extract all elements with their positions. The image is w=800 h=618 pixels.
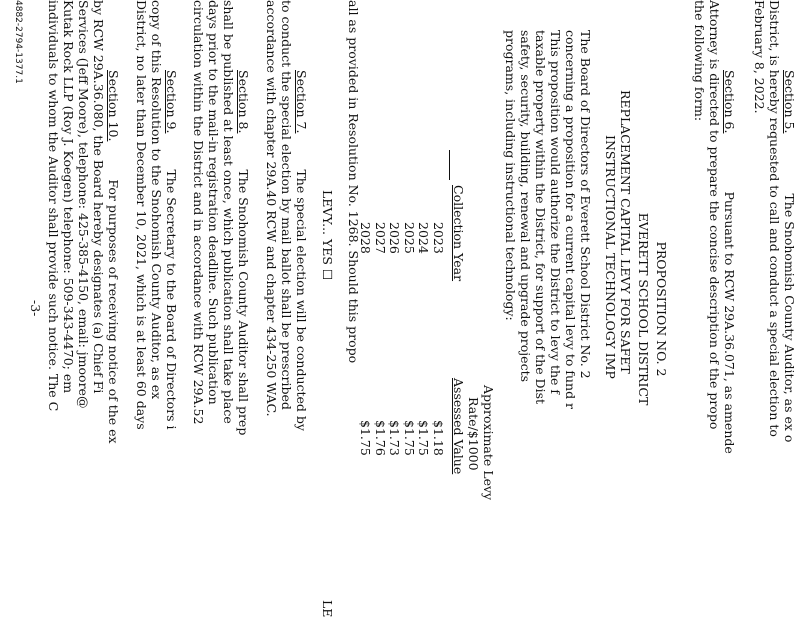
levy-yes-label: LEVY... YES <box>320 190 335 265</box>
section-10-text-1: For purposes of receiving notice of the ex <box>106 179 121 444</box>
rate-header: Rate/$1000 <box>466 397 481 471</box>
section-10-line-4: Kutak Rock LLP (Roy J. Koegen) telephone: 509-343-4470; em <box>61 0 76 394</box>
ballot-text-line-5: safety, security, building, renewal and upgrade projects <box>518 30 533 383</box>
levy-row-rate: $1.75 <box>416 420 432 456</box>
levy-row-year: 2024 <box>416 222 432 254</box>
assessed-value-header: Assessed Value <box>451 378 466 475</box>
document-id: 4882-2794-1377.1 <box>13 0 23 84</box>
section-5-heading: Section 5. <box>782 70 797 134</box>
levy-row-year: 2026 <box>387 222 403 254</box>
levy-row-rate: $1.18 <box>431 420 446 456</box>
section-9-heading: Section 9. <box>164 70 179 134</box>
section-6-text-1: Pursuant to RCW 29A.36.071, as amende <box>722 191 737 454</box>
section-5-line-3: February 8, 2022. <box>752 0 767 114</box>
section-10-line-1 <box>106 70 121 444</box>
section-8-text-1: The Snohomish County Auditor shall prep <box>236 169 251 436</box>
ballot-text-line-6: programs, including instructional technology: <box>503 30 518 321</box>
section-6-line-3: the following form: <box>692 0 707 122</box>
section-10-heading: Section 10. <box>106 70 121 142</box>
section-9-text-1: The Secretary to the Board of Directors i <box>164 169 179 430</box>
levy-row-year: 2028 <box>358 222 374 254</box>
levy-title: REPLACEMENT CAPITAL LEVY FOR SAFET <box>618 90 633 374</box>
section-6-line-1 <box>722 70 737 454</box>
section-7-heading: Section 7. <box>294 70 309 134</box>
approximate-levy-header: Approximate Levy <box>481 385 496 501</box>
section-7-line-1 <box>294 70 309 431</box>
section-6-line-2: Attorney is directed to prepare the concise description of the propo <box>707 0 722 430</box>
table-rule <box>449 150 450 180</box>
section-6-heading: Section 6. <box>722 70 737 134</box>
levy-row-rate: $1.75 <box>402 420 417 456</box>
section-10-line-3: Services (Jeff Moore), telephone: 425-385-4150, email: jmoore@ <box>76 0 91 409</box>
section-8-line-2: shall be published at least once, which publication shall take place <box>221 0 236 424</box>
section-10-line-2: by RCW 29A.36.080, the Board hereby designates (a) Chief Fi <box>91 0 106 394</box>
section-10-line-5: individuals to whom the Auditor shall provide such notice. The C <box>46 0 61 412</box>
ballot-text-line-1: The Board of Directors of Everett School District No. 2 <box>578 30 593 379</box>
ballot-closing-text: all as provided in Resolution No. 1268. Should this propo <box>346 0 361 364</box>
district-name: EVERETT SCHOOL DISTRICT <box>636 212 651 406</box>
section-9-line-2: copy of this Resolution to the Snohomish County Auditor, as ex <box>149 0 164 400</box>
section-9-line-1 <box>164 70 179 430</box>
section-7-line-2: to conduct the special election by mail ballot shall be prescribed <box>279 0 294 410</box>
yes-checkbox-icon: ☐ <box>320 268 335 281</box>
section-5-text-1: The Snohomish County Auditor, as ex o <box>782 193 797 443</box>
levy-row-year: 2025 <box>402 222 417 254</box>
ballot-text-line-2: concerning a proposition for a current capital levy to fund r <box>563 30 578 410</box>
section-8-heading: Section 8. <box>236 70 251 134</box>
section-7-line-3: accordance with chapter 29A.40 RCW and chapter 434-250 WAC. <box>264 0 279 417</box>
section-5-line-1 <box>782 70 797 442</box>
page-number: -3- <box>28 300 43 317</box>
proposition-number: PROPOSITION NO. 2 <box>654 241 669 377</box>
section-5-line-2: District, is hereby requested to call and conduct a special election to <box>767 0 782 437</box>
section-7-text-1: The special election will be conducted by <box>294 169 309 431</box>
levy-no-option: LE <box>320 600 335 618</box>
levy-subtitle: INSTRUCTIONAL TECHNOLOGY IMP <box>603 135 618 379</box>
ballot-text-line-4: taxable property within the District, for support of the Dist <box>533 30 548 405</box>
collection-year-header: Collection Year <box>451 185 466 282</box>
levy-row-rate: $1.73 <box>387 420 403 456</box>
section-8-line-4: circulation within the District and in accordance with RCW 29A.52 <box>191 0 206 425</box>
section-9-line-3: District, no later than December 10, 2021, which is at least 60 days <box>134 0 149 430</box>
section-8-line-3: days prior to the mail-in registration deadline. Such publication <box>206 0 221 405</box>
levy-row-year: 2027 <box>373 222 388 254</box>
levy-row-rate: $1.76 <box>373 420 388 456</box>
levy-row-rate: $1.75 <box>358 420 374 456</box>
levy-row-year: 2023 <box>431 222 446 254</box>
ballot-text-line-3: This proposition would authorize the District to levy the f <box>548 30 563 395</box>
section-8-line-1 <box>236 70 251 435</box>
levy-yes-option <box>320 190 335 280</box>
